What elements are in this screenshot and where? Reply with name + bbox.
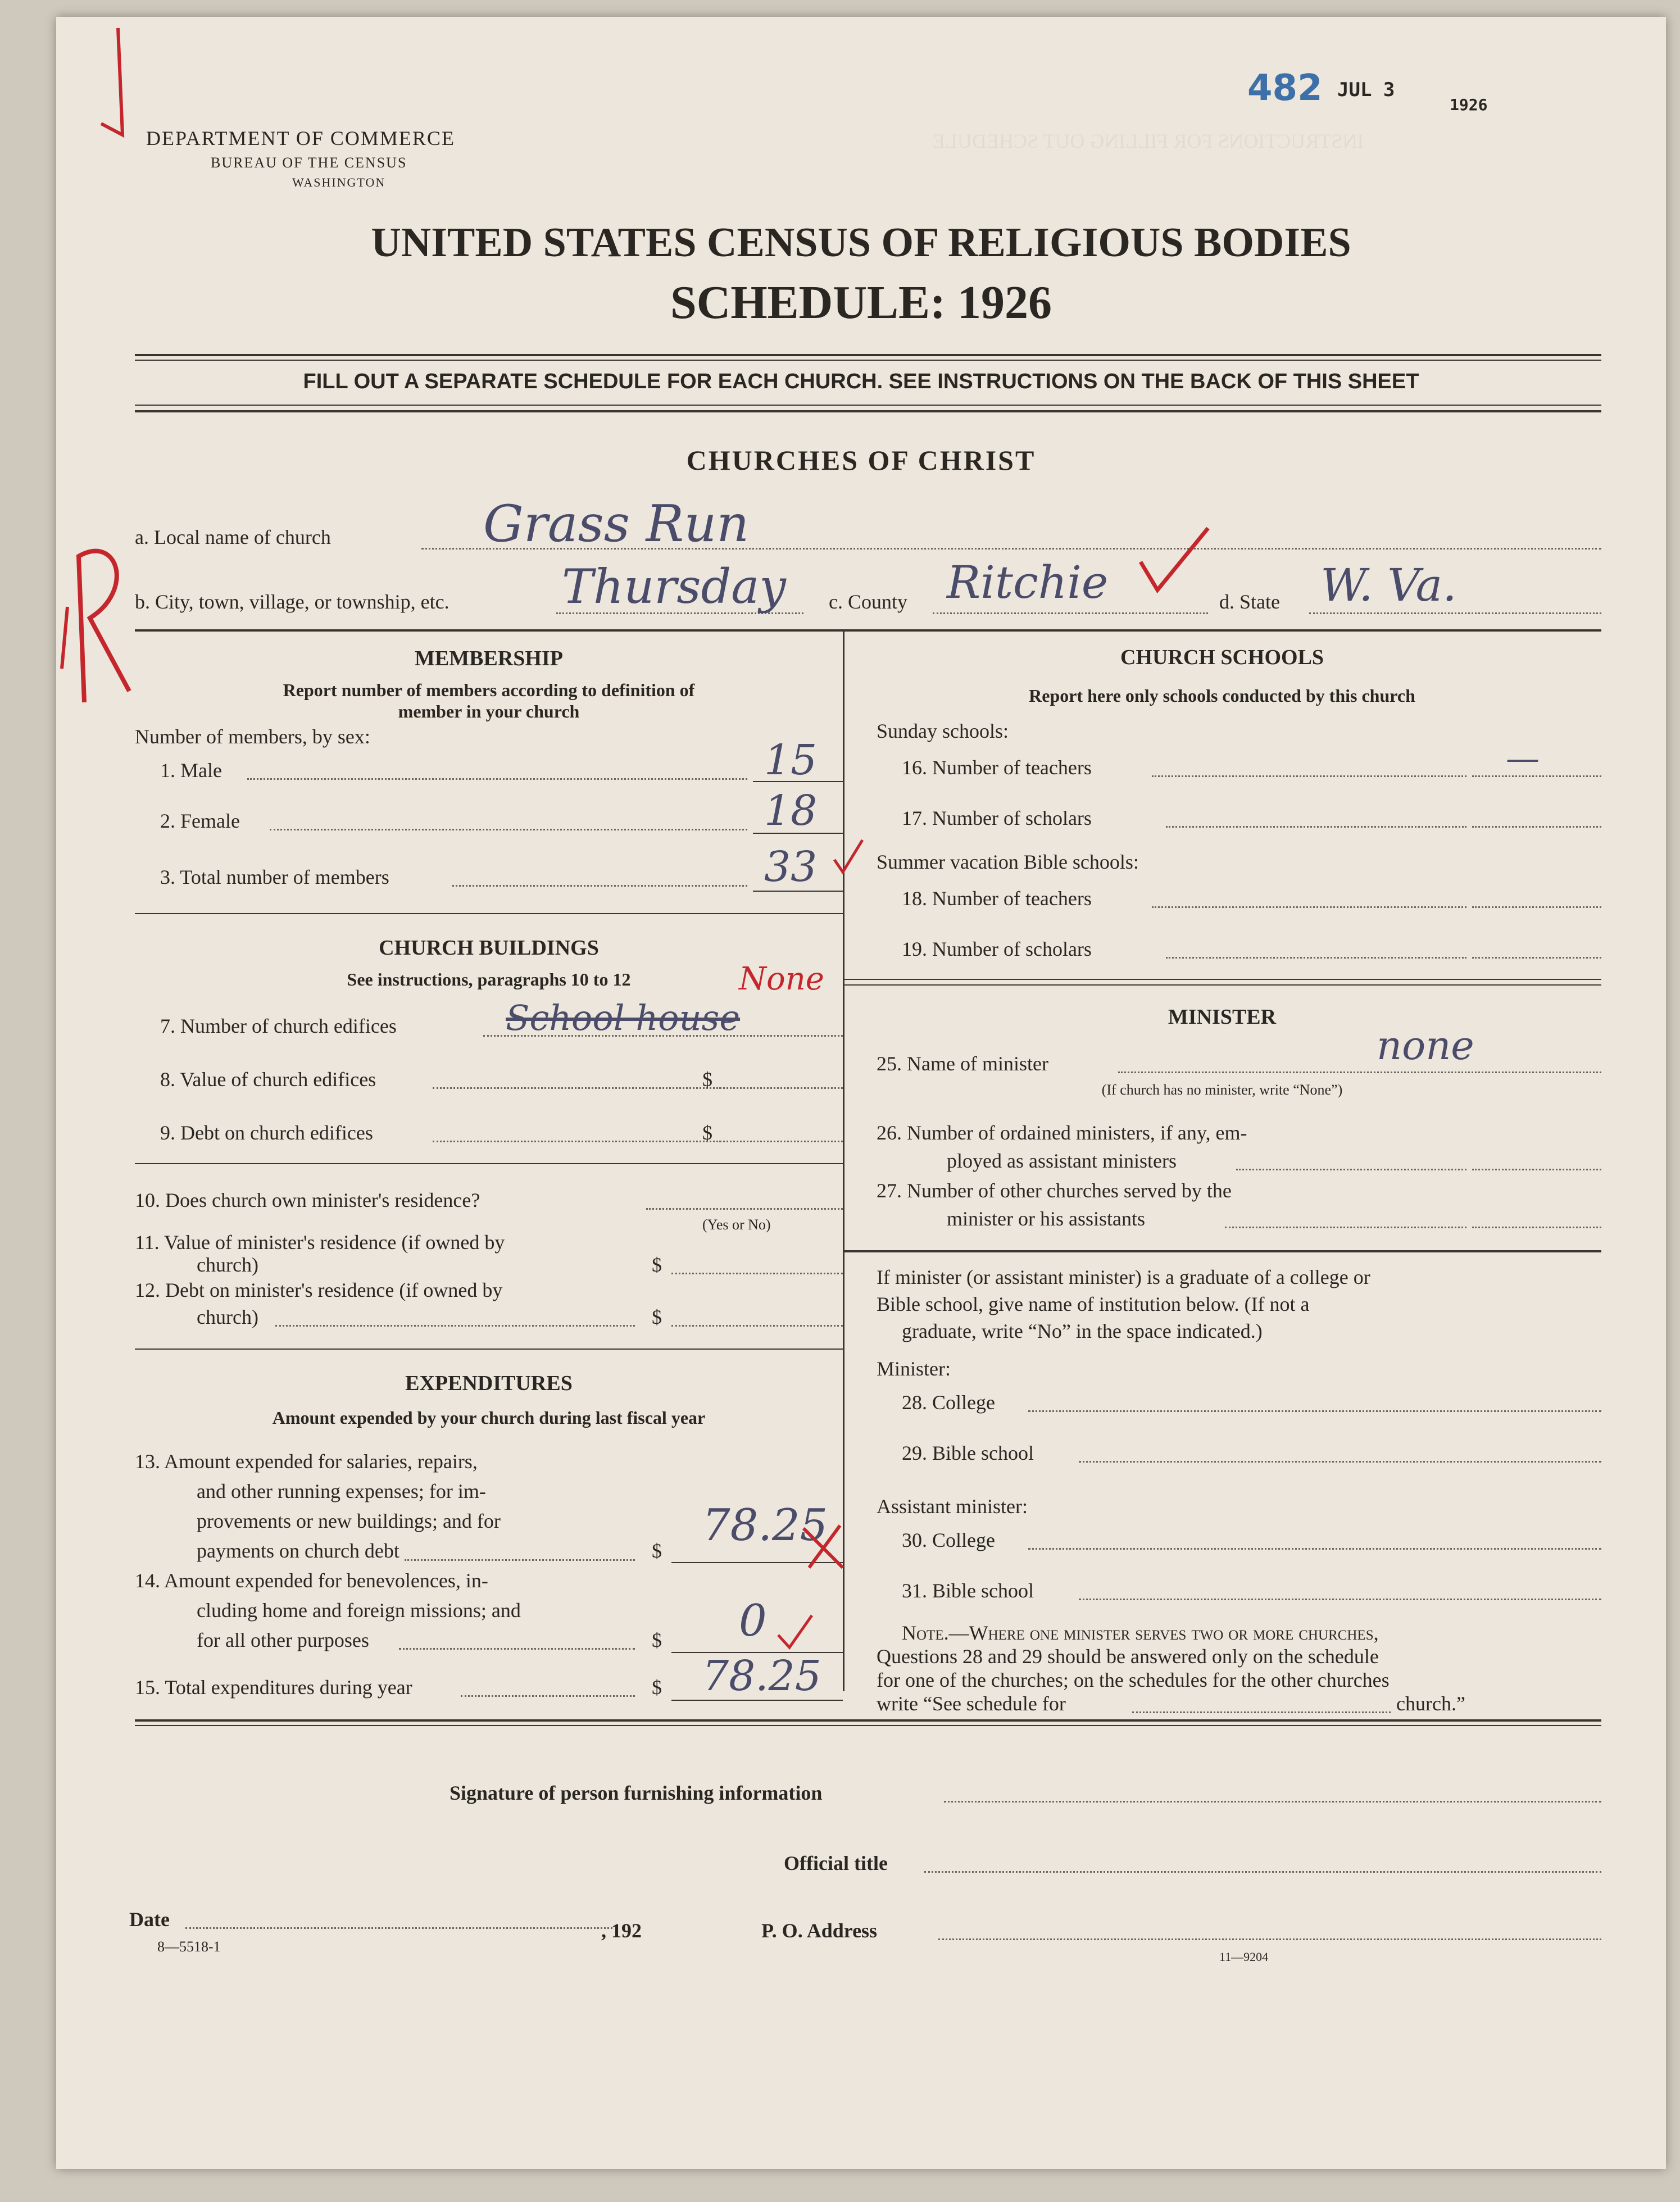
female-label: 2. Female [160,810,240,832]
dollar-sign: $ [702,1068,712,1091]
red-check-icon [775,1613,815,1652]
edifices-struck-value: School house [506,997,741,1038]
form-title: UNITED STATES CENSUS OF RELIGIOUS BODIES [371,220,1351,266]
minister-subsection-label: Minister: [877,1357,951,1380]
male-value[interactable]: 15 [764,736,818,784]
minister-name-hint: (If church has no minister, write “None”) [1101,1082,1343,1098]
running-expenses-label-4: payments on church debt [197,1540,399,1562]
instruction-banner: FILL OUT A SEPARATE SCHEDULE FOR EACH CHURCH. SEE INSTRUCTIONS ON THE BACK OF THIS SHEET [303,370,1419,393]
graduate-instruction-3: graduate, write “No” in the space indicated.) [902,1320,1263,1342]
schools-title: CHURCH SCHOOLS [1120,646,1324,669]
washington-label: WASHINGTON [292,175,386,189]
edifices-label: 7. Number of church edifices [160,1015,397,1037]
assistant-college-line[interactable] [1028,1548,1601,1550]
date-line[interactable] [185,1927,612,1929]
dollar-sign: $ [652,1676,662,1699]
other-churches-label-2: minister or his assistants [947,1207,1145,1230]
note-text-4: write “See schedule for [877,1692,1066,1715]
po-address-label: P. O. Address [761,1919,878,1942]
minister-bible-school-label: 29. Bible school [902,1442,1034,1464]
residence-debt-label: 12. Debt on minister's residence (if owned by [135,1279,503,1301]
local-name-value[interactable]: Grass Run [483,494,750,553]
form-number: 8—5518-1 [157,1938,221,1955]
red-check-icon [832,837,865,877]
yes-no-hint: (Yes or No) [702,1216,771,1233]
graduate-instruction-2: Bible school, give name of institution below. (If not a [877,1293,1310,1315]
note-text-2: Questions 28 and 29 should be answered only on the schedule [877,1645,1379,1668]
red-check-icon [1135,523,1214,601]
summer-teachers-label: 18. Number of teachers [902,887,1092,910]
benevolences-label-3: for all other purposes [197,1629,369,1651]
total-expenditures-label: 15. Total expenditures during year [135,1676,412,1699]
receipt-stamp-year: 1926 [1450,96,1488,114]
official-title-label: Official title [784,1852,888,1874]
running-expenses-label-2: and other running expenses; for im- [197,1480,486,1502]
note-text-5: church.” [1396,1692,1465,1715]
residence-value-label-cont: church) [197,1254,258,1276]
print-number: 11—9204 [1219,1950,1269,1964]
signature-label: Signature of person furnishing information [449,1782,823,1804]
red-tick-icon [96,22,146,157]
schedule-title: SCHEDULE: 1926 [670,276,1052,329]
po-address-line[interactable] [938,1938,1601,1940]
other-churches-label: 27. Number of other churches served by the [877,1179,1232,1202]
sunday-teachers-value[interactable]: — [1506,739,1540,778]
minister-title: MINISTER [1168,1005,1277,1029]
dollar-sign: $ [652,1540,662,1562]
state-value[interactable]: W. Va. [1320,559,1457,611]
department-label: DEPARTMENT OF COMMERCE [146,127,455,149]
running-expenses-label: 13. Amount expended for salaries, repairs, [135,1450,478,1473]
total-expenditures-value[interactable]: 78.25 [702,1652,821,1700]
receipt-stamp-number: 482 [1247,67,1323,109]
red-review-mark-icon [51,523,135,719]
date-label: Date [129,1908,170,1931]
assistant-subsection-label: Assistant minister: [877,1495,1028,1518]
running-expenses-label-3: provements or new buildings; and for [197,1510,501,1532]
county-value[interactable]: Ritchie [947,556,1109,609]
show-through-text: INSTRUCTIONS FOR FILLING OUT SCHEDULE [933,130,1364,152]
dollar-sign: $ [702,1122,712,1144]
edifice-value-label: 8. Value of church edifices [160,1068,376,1091]
expenditures-sub: Amount expended by your church during last fiscal year [272,1408,706,1428]
dollar-sign: $ [652,1254,662,1276]
total-members-value[interactable]: 33 [764,843,818,891]
signature-line[interactable] [944,1801,1601,1803]
sunday-teachers-label: 16. Number of teachers [902,756,1092,779]
city-value[interactable]: Thursday [562,559,786,614]
owns-residence-label: 10. Does church own minister's residence? [135,1189,480,1211]
summer-schools-label: Summer vacation Bible schools: [877,851,1139,873]
graduate-instruction: If minister (or assistant minister) is a graduate of a college or [877,1266,1370,1288]
edifices-value[interactable]: None [739,961,824,997]
expenditures-title: EXPENDITURES [405,1372,573,1395]
county-label: c. County [829,591,907,613]
buildings-sub: See instructions, paragraphs 10 to 12 [347,969,631,989]
date-year-suffix: , 192 [601,1919,642,1942]
county-line [933,612,1208,614]
state-line [1309,612,1601,614]
summer-scholars-label: 19. Number of scholars [902,938,1092,960]
bureau-label: BUREAU OF THE CENSUS [211,155,407,171]
minister-college-label: 28. College [902,1391,995,1414]
male-label: 1. Male [160,759,222,782]
note-text-3: for one of the churches; on the schedules for the other churches [877,1669,1390,1691]
benevolences-label: 14. Amount expended for benevolences, in- [135,1569,488,1592]
sunday-schools-label: Sunday schools: [877,720,1009,742]
assistant-ministers-label-2: ployed as assistant ministers [947,1150,1177,1172]
receipt-stamp-date: JUL 3 [1337,79,1395,101]
benevolences-value[interactable]: 0 [739,1596,767,1646]
membership-sub1: Report number of members according to definition of [283,680,695,700]
female-value[interactable]: 18 [764,787,818,835]
minister-college-line[interactable] [1028,1410,1601,1412]
state-label: d. State [1219,591,1280,613]
membership-title: MEMBERSHIP [415,647,563,670]
minister-name-value[interactable]: none [1377,1023,1474,1069]
residence-value-label: 11. Value of minister's residence (if owned by [135,1231,505,1254]
membership-sub2: member in your church [398,701,580,721]
buildings-title: CHURCH BUILDINGS [379,936,599,960]
running-expenses-value[interactable]: 78.25 [702,1500,828,1551]
assistant-bible-school-line[interactable] [1079,1599,1601,1600]
dollar-sign: $ [652,1306,662,1328]
sunday-scholars-label: 17. Number of scholars [902,807,1092,829]
benevolences-label-2: cluding home and foreign missions; and [197,1599,521,1622]
assistant-ministers-label: 26. Number of ordained ministers, if any, em- [877,1122,1247,1144]
local-name-label: a. Local name of church [135,526,331,548]
red-strike-icon [798,1517,848,1573]
edifice-debt-label: 9. Debt on church edifices [160,1122,373,1144]
assistant-college-label: 30. College [902,1529,995,1551]
city-label: b. City, town, village, or township, etc. [135,591,449,613]
census-form-sheet [56,17,1666,2169]
residence-debt-label-cont: church) [197,1306,258,1328]
minister-bible-school-line[interactable] [1079,1461,1601,1463]
minister-name-label: 25. Name of minister [877,1052,1048,1075]
dollar-sign: $ [652,1629,662,1651]
denomination-title: CHURCHES OF CHRIST [686,444,1036,476]
assistant-bible-school-label: 31. Bible school [902,1579,1034,1602]
official-title-line[interactable] [924,1871,1601,1873]
schools-sub: Report here only schools conducted by this church [1029,685,1415,706]
total-members-label: 3. Total number of members [160,866,389,888]
members-by-sex-label: Number of members, by sex: [135,725,370,748]
note-text: Note.—Where one minister serves two or more churches, [902,1622,1379,1644]
